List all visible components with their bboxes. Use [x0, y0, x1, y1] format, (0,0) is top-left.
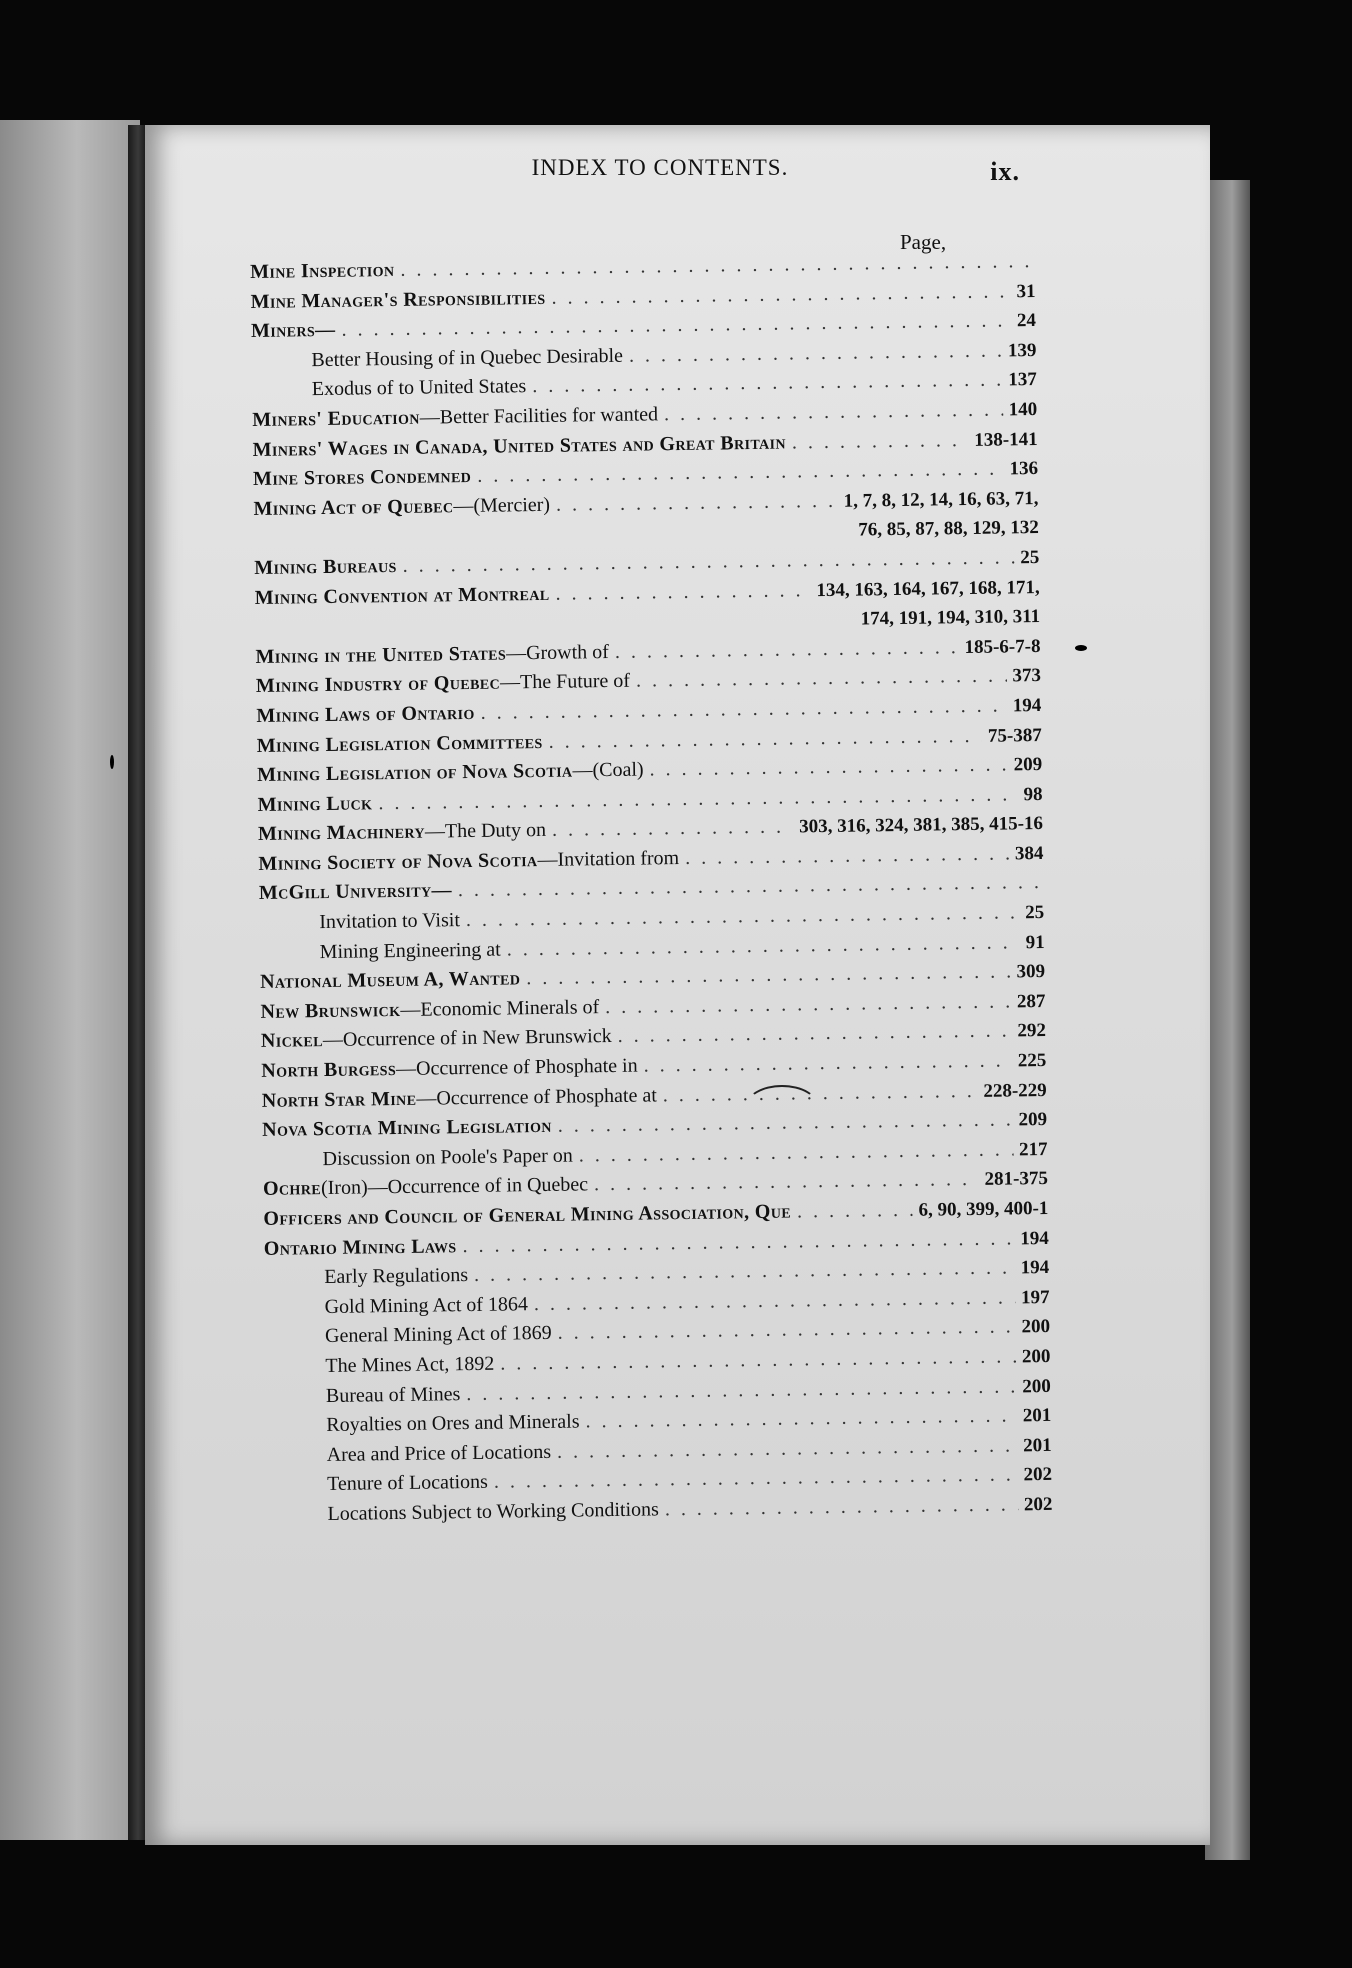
- entry-heading: Mining Legislation of Nova Scotia: [257, 759, 573, 787]
- entry-page-refs: 136: [1009, 458, 1039, 480]
- entry-page-refs: 91: [1025, 931, 1045, 953]
- entry-page-refs: 137: [1008, 369, 1037, 391]
- page-number: ix.: [990, 157, 1020, 186]
- entry-description: The Mines Act, 1892: [325, 1352, 495, 1378]
- entry-page-refs: 25: [1020, 546, 1040, 569]
- dot-leader: [664, 395, 1003, 429]
- entry-heading: National Museum A, Wanted: [259, 967, 521, 994]
- dot-leader: [555, 576, 810, 609]
- entry-page-refs: 134, 163, 164, 167, 168, 171,: [816, 576, 1040, 601]
- entry-description: General Mining Act of 1869: [324, 1322, 552, 1348]
- entry-heading: Officers and Council of General Mining Association, Que: [263, 1200, 792, 1230]
- page-header: [300, 155, 1020, 186]
- entry-page-refs: 139: [1007, 339, 1037, 362]
- entry-description: Early Regulations: [324, 1264, 469, 1289]
- entry-page-refs: 287: [1016, 990, 1046, 1013]
- entry-heading: Mining Laws of Ontario: [256, 701, 475, 727]
- entry-description: —Invitation from: [537, 846, 680, 871]
- facing-page-edge: [0, 120, 140, 1840]
- entry-page-refs: 225: [1017, 1049, 1047, 1072]
- entry-page-refs: 138-141: [974, 428, 1038, 451]
- entry-description: Tenure of Locations: [326, 1471, 489, 1496]
- entry-description: Better Housing of in Quebec Desirable: [311, 344, 624, 371]
- entry-page-refs: 194: [1012, 694, 1042, 717]
- page-blemish: [110, 755, 114, 769]
- entry-description: —Growth of: [505, 640, 610, 665]
- entry-description: Invitation to Visit: [319, 909, 461, 934]
- entry-page-refs: 98: [1023, 783, 1043, 805]
- entry-heading: Mining Bureaus: [254, 554, 397, 579]
- entry-heading: Mining Industry of Quebec: [255, 671, 501, 698]
- entry-page-refs: 200: [1021, 1316, 1051, 1338]
- entry-heading: Mine Manager's Responsibilities: [250, 286, 546, 313]
- entry-heading: Ontario Mining Laws: [263, 1234, 457, 1260]
- entry-heading: North Star Mine: [261, 1087, 417, 1112]
- entry-heading: Nova Scotia Mining Legislation: [262, 1115, 552, 1142]
- entry-page-refs: 200: [1022, 1375, 1051, 1397]
- entry-heading: Mining Legislation Committees: [256, 730, 543, 757]
- entry-description: —(Mercier): [453, 493, 551, 517]
- entry-heading: Mining Society of Nova Scotia: [258, 848, 538, 875]
- dot-leader: [797, 1196, 913, 1227]
- entry-description: —Better Facilities for wanted: [419, 403, 659, 429]
- entry-page-refs: 76, 85, 87, 88, 129, 132: [858, 517, 1039, 541]
- dot-leader: [663, 1077, 978, 1111]
- entry-page-refs: 309: [1016, 961, 1046, 983]
- entry-page-refs: 197: [1020, 1286, 1050, 1309]
- entry-page-refs: 209: [1018, 1109, 1048, 1131]
- pencil-mark: [745, 1085, 819, 1129]
- entry-heading: Mining in the United States: [255, 642, 507, 668]
- entry-page-refs: 6, 90, 399, 400-1: [918, 1197, 1049, 1221]
- entry-page-refs: 209: [1013, 754, 1043, 776]
- entry-description: Royalties on Ores and Minerals: [326, 1410, 580, 1437]
- entry-description: Area and Price of Locations: [326, 1440, 552, 1466]
- entry-description: —Economic Minerals of: [400, 996, 600, 1021]
- entry-description: Mining Engineering at: [319, 938, 501, 963]
- entry-heading: Mining Act of Quebec: [253, 494, 454, 520]
- entry-heading: Mining Luck: [257, 792, 373, 816]
- entry-heading: Miners' Wages in Canada, United States and Great Britain: [252, 431, 787, 461]
- entry-page-refs: 194: [1020, 1257, 1050, 1279]
- entry-page-refs: 24: [1016, 310, 1037, 332]
- entry-description: —Occurrence of Phosphate at: [416, 1084, 657, 1110]
- entry-page-refs: 140: [1008, 398, 1038, 421]
- entry-description: —The Future of: [499, 670, 631, 694]
- dot-leader: [615, 633, 959, 667]
- entry-page-refs: 200: [1021, 1345, 1051, 1368]
- entry-page-refs: 202: [1023, 1464, 1053, 1486]
- entry-page-refs: 202: [1023, 1493, 1053, 1516]
- entry-page-refs: 292: [1017, 1020, 1047, 1042]
- entry-description: —(Coal): [572, 758, 644, 782]
- entry-description: Locations Subject to Working Conditions: [327, 1498, 660, 1525]
- entry-description: Exodus of to United States: [311, 375, 527, 401]
- entry-page-refs: 201: [1022, 1405, 1052, 1427]
- entry-page-refs: 75-387: [987, 724, 1042, 747]
- page-stack-edge: [1205, 180, 1250, 1860]
- entry-page-refs: 174, 191, 194, 310, 311: [860, 606, 1041, 630]
- entry-description: —Occurrence of in New Brunswick: [322, 1025, 612, 1052]
- running-title: INDEX TO CONTENTS.: [531, 155, 789, 180]
- entry-heading: Mining Machinery: [257, 820, 426, 846]
- entry-page-refs: 373: [1012, 665, 1042, 687]
- entry-description: Discussion on Poole's Paper on: [322, 1144, 573, 1170]
- dot-leader: [556, 487, 838, 521]
- entry-page-refs: 185-6-7-8: [964, 635, 1041, 658]
- entry-page-refs: 1, 7, 8, 12, 14, 16, 63, 71,: [843, 487, 1039, 512]
- dot-leader: [792, 426, 969, 458]
- entry-description: Gold Mining Act of 1864: [324, 1293, 529, 1318]
- entry-page-refs: 303, 316, 324, 381, 385, 415-16: [799, 813, 1044, 838]
- entry-heading: Mine Stores Condemned: [252, 465, 472, 491]
- entry-heading: New Brunswick: [260, 998, 401, 1023]
- entry-heading: Mining Convention at Montreal: [254, 582, 550, 609]
- entry-page-refs: 228-229: [983, 1079, 1047, 1102]
- entry-description: (Iron)—Occurrence of in Quebec: [320, 1173, 589, 1200]
- entry-page-refs: 31: [1016, 280, 1036, 302]
- page-column-label: Page,: [900, 230, 947, 254]
- entry-page-refs: 25: [1025, 902, 1045, 924]
- entry-description: —The Duty on: [424, 819, 547, 843]
- entry-heading: McGill University—: [258, 879, 453, 905]
- entry-description: —Occurrence of Phosphate in: [395, 1054, 638, 1081]
- entry-heading: Mine Inspection: [250, 258, 395, 283]
- entry-page-refs: 281-375: [984, 1168, 1049, 1191]
- dot-leader: [552, 813, 794, 846]
- entry-page-refs: 194: [1020, 1227, 1049, 1249]
- entry-heading: Miners—: [250, 319, 336, 343]
- dot-leader: [685, 839, 1009, 873]
- index-list: [250, 247, 1053, 1530]
- entry-page-refs: 217: [1018, 1138, 1048, 1161]
- entry-page-refs: 201: [1023, 1434, 1052, 1457]
- entry-heading: Ochre: [262, 1177, 322, 1201]
- entry-heading: North Burgess: [261, 1058, 397, 1082]
- entry-description: Bureau of Mines: [325, 1382, 461, 1407]
- entry-heading: Nickel: [260, 1029, 324, 1053]
- entry-page-refs: 384: [1014, 842, 1044, 865]
- entry-heading: Miners' Education: [252, 406, 420, 431]
- dot-leader: [665, 1490, 1019, 1525]
- page-blemish: [1075, 645, 1087, 651]
